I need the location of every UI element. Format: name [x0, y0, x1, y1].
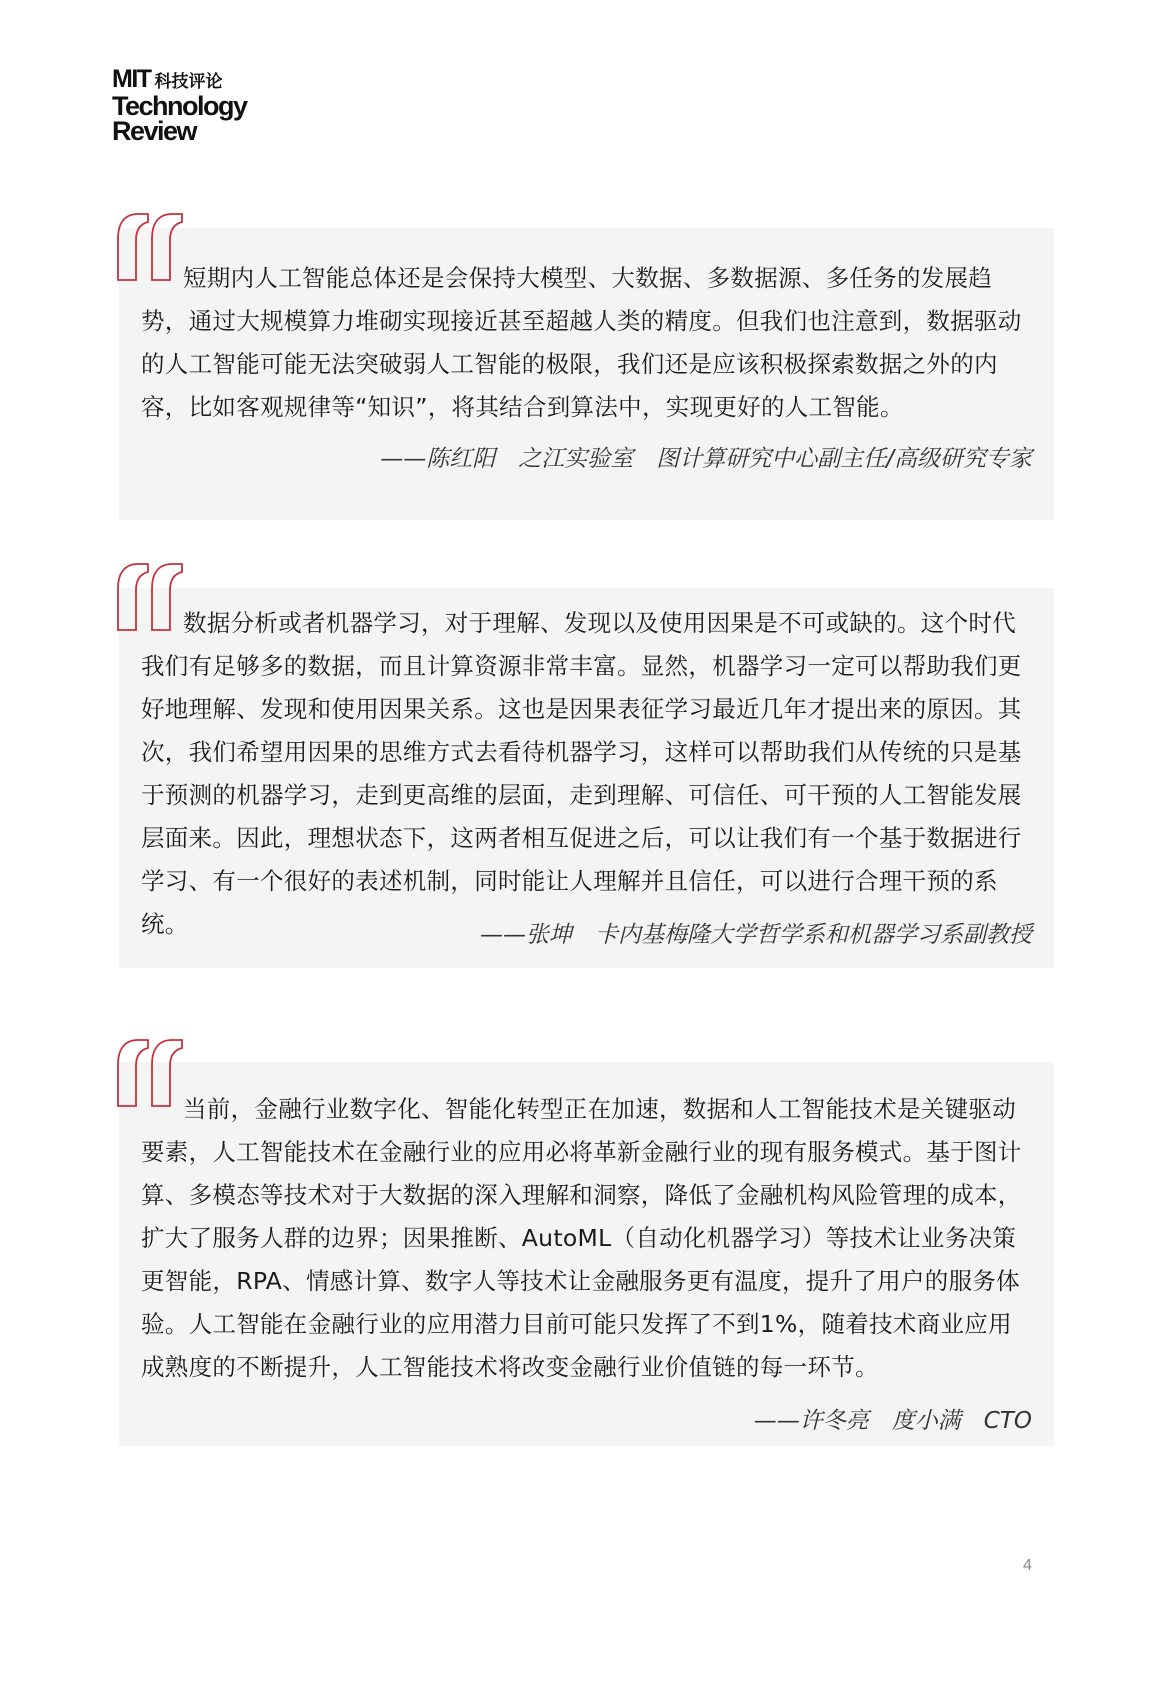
logo-technology: Technology	[112, 91, 247, 121]
quote-attribution: ——张坤 卡内基梅隆大学哲学系和机器学习系副教授	[480, 922, 1032, 948]
open-quote-icon	[114, 560, 186, 632]
logo-review: Review	[112, 116, 197, 146]
logo-chinese-name: 科技评论	[154, 72, 223, 92]
quote-box-2	[119, 588, 1054, 968]
quote-text: 当前，金融行业数字化、智能化转型正在加速，数据和人工智能技术是关键驱动要素，人工智能技术在金融行业的应用必将革新金融行业的现有服务模式。基于图计算、多模态等技术对于大数据的深入理解和洞察，降低了金融机构风险管理的成本，扩大了服务人群的边界；因果推断、AutoML（自动化机器学习）等技术让业务决策更智能，RPA、情感计算、数字人等技术让金融服务更有温度，提升了用户的服务体验。人工智能在金融行业的应用潜力目前可能只发挥了不到1%，随着技术商业应用成熟度的不断提升，人工智能技术将改变金融行业价值链的每一环节。	[141, 1095, 1022, 1381]
mit-technology-review-logo	[112, 66, 252, 144]
quote-box-1	[119, 228, 1054, 520]
quote-attribution: ——许冬亮 度小满 CTO	[753, 1408, 1032, 1434]
logo-mit: MIT	[112, 65, 151, 93]
quote-box-3	[119, 1062, 1054, 1446]
page-number: 4	[1023, 1557, 1032, 1574]
quote-text: 数据分析或者机器学习，对于理解、发现以及使用因果是不可或缺的。这个时代我们有足够多的数据，而且计算资源非常丰富。显然，机器学习一定可以帮助我们更好地理解、发现和使用因果关系。这也是因果表征学习最近几年才提出来的原因。其次，我们希望用因果的思维方式去看待机器学习，这样可以帮助我们从传统的只是基于预测的机器学习，走到更高维的层面，走到理解、可信任、可干预的人工智能发展层面来。因此，理想状态下，这两者相互促进之后，可以让我们有一个基于数据进行学习、有一个很好的表述机制，同时能让人理解并且信任，可以进行合理干预的系统。	[141, 609, 1022, 938]
open-quote-icon	[114, 210, 186, 282]
quote-text: 短期内人工智能总体还是会保持大模型、大数据、多数据源、多任务的发展趋势，通过大规模算力堆砌实现接近甚至超越人类的精度。但我们也注意到，数据驱动的人工智能可能无法突破弱人工智能的极限，我们还是应该积极探索数据之外的内容，比如客观规律等“知识”，将其结合到算法中，实现更好的人工智能。	[141, 264, 1022, 421]
open-quote-icon	[114, 1036, 186, 1108]
quote-attribution: ——陈红阳 之江实验室 图计算研究中心副主任/高级研究专家	[380, 446, 1032, 472]
